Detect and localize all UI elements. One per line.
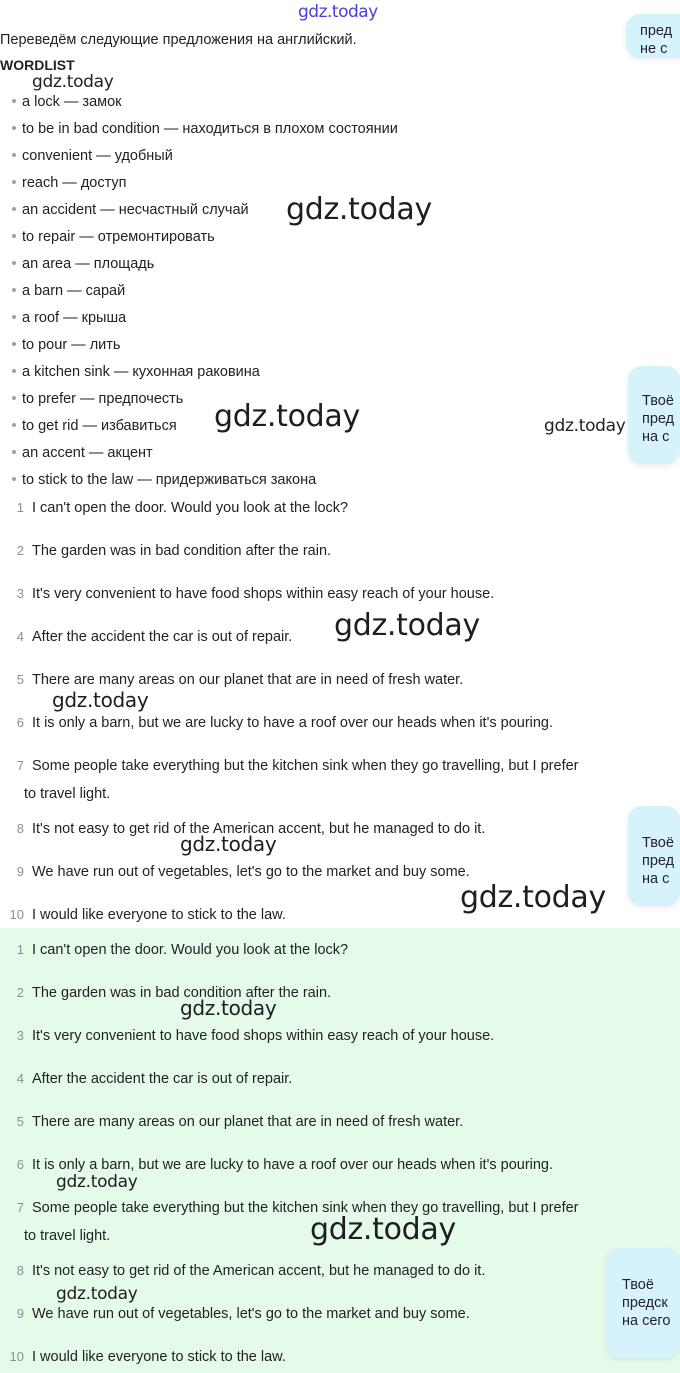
bullet-icon — [12, 342, 16, 346]
watermark: gdz.today — [460, 880, 606, 915]
wordlist-item: to stick to the law — придерживаться закона — [10, 469, 398, 496]
wordlist-item: to pour — лить — [10, 334, 398, 361]
sentence-item: 1 I can't open the door. Would you look at the lock? — [16, 500, 349, 516]
wordlist-item: to be in bad condition — находиться в плохом состоянии — [10, 118, 398, 145]
bullet-icon — [12, 99, 16, 103]
wordlist-item: a kitchen sink — кухонная раковина — [10, 361, 398, 388]
bullet-icon — [12, 153, 16, 157]
watermark: gdz.today — [544, 416, 626, 436]
watermark: gdz.today — [32, 72, 114, 92]
answer-item: 4 After the accident the car is out of repair. — [16, 1071, 293, 1087]
watermark: gdz.today — [52, 688, 149, 712]
answer-item: 2 The garden was in bad condition after the rain. — [16, 985, 332, 1001]
wordlist-title: WORDLIST — [0, 57, 75, 73]
watermark: gdz.today — [180, 832, 277, 856]
watermark: gdz.today — [334, 608, 480, 643]
top-watermark: gdz.today — [298, 2, 378, 22]
wordlist-item: a barn — сарай — [10, 280, 398, 307]
watermark: gdz.today — [286, 192, 432, 227]
wordlist-item: an accent — акцент — [10, 442, 398, 469]
bullet-icon — [12, 288, 16, 292]
watermark: gdz.today — [310, 1212, 456, 1247]
wordlist-item: convenient — удобный — [10, 145, 398, 172]
answer-item: 9 We have run out of vegetables, let's go to the market and buy some. — [16, 1306, 470, 1322]
sentence-item: 3 It's very convenient to have food shops within easy reach of your house. — [16, 586, 495, 602]
bullet-icon — [12, 477, 16, 481]
promo-bubble[interactable]: Твоё пред на с — [628, 366, 680, 464]
bullet-icon — [12, 396, 16, 400]
intro-text: Переведём следующие предложения на английский. — [0, 32, 357, 48]
promo-bubble[interactable]: Твоё предск на сего — [606, 1248, 680, 1358]
watermark: gdz.today — [180, 996, 277, 1020]
wordlist-item: a lock — замок — [10, 91, 398, 118]
bullet-icon — [12, 450, 16, 454]
wordlist-item: a roof — крыша — [10, 307, 398, 334]
sentence-item: 8 It's not easy to get rid of the American accent, but he managed to do it. — [16, 821, 486, 837]
sentence-item: 7 Some people take everything but the kitchen sink when they go travelling, but I prefer to travel light. — [16, 758, 579, 802]
bullet-icon — [12, 315, 16, 319]
promo-bubble[interactable]: пред не с — [626, 14, 680, 58]
watermark: gdz.today — [56, 1284, 138, 1304]
sentence-item: 4 After the accident the car is out of repair. — [16, 629, 293, 645]
answer-item: 7 Some people take everything but the kitchen sink when they go travelling, but I prefer to travel light. — [16, 1200, 579, 1244]
sentence-item: 2 The garden was in bad condition after the rain. — [16, 543, 332, 559]
answer-item: 5 There are many areas on our planet that are in need of fresh water. — [16, 1114, 464, 1130]
sentence-item: 9 We have run out of vegetables, let's go to the market and buy some. — [16, 864, 470, 880]
answer-item: 10 I would like everyone to stick to the law. — [9, 1349, 286, 1365]
wordlist-item: an area — площадь — [10, 253, 398, 280]
promo-bubble[interactable]: Твоё пред на с — [628, 806, 680, 906]
bullet-icon — [12, 234, 16, 238]
wordlist-item: to prefer — предпочесть — [10, 388, 398, 415]
answer-item: 3 It's very convenient to have food shops within easy reach of your house. — [16, 1028, 495, 1044]
bullet-icon — [12, 126, 16, 130]
sentence-item: 5 There are many areas on our planet that are in need of fresh water. — [16, 672, 464, 688]
bullet-icon — [12, 180, 16, 184]
wordlist — [10, 91, 398, 496]
answer-item: 8 It's not easy to get rid of the American accent, but he managed to do it. — [16, 1263, 486, 1279]
bullet-icon — [12, 261, 16, 265]
watermark: gdz.today — [214, 399, 360, 434]
wordlist-item: to get rid — избавиться — [10, 415, 398, 442]
sentence-item: 10 I would like everyone to stick to the law. — [9, 907, 286, 923]
answer-item: 1 I can't open the door. Would you look at the lock? — [16, 942, 349, 958]
sentence-item: 6 It is only a barn, but we are lucky to have a roof over our heads when it's pouring. — [16, 715, 554, 731]
wordlist-item: reach — доступ — [10, 172, 398, 199]
wordlist-item: an accident — несчастный случай — [10, 199, 398, 226]
bullet-icon — [12, 207, 16, 211]
bullet-icon — [12, 369, 16, 373]
answer-item: 6 It is only a barn, but we are lucky to have a roof over our heads when it's pouring. — [16, 1157, 554, 1173]
wordlist-item: to repair — отремонтировать — [10, 226, 398, 253]
bullet-icon — [12, 423, 16, 427]
watermark: gdz.today — [56, 1172, 138, 1192]
